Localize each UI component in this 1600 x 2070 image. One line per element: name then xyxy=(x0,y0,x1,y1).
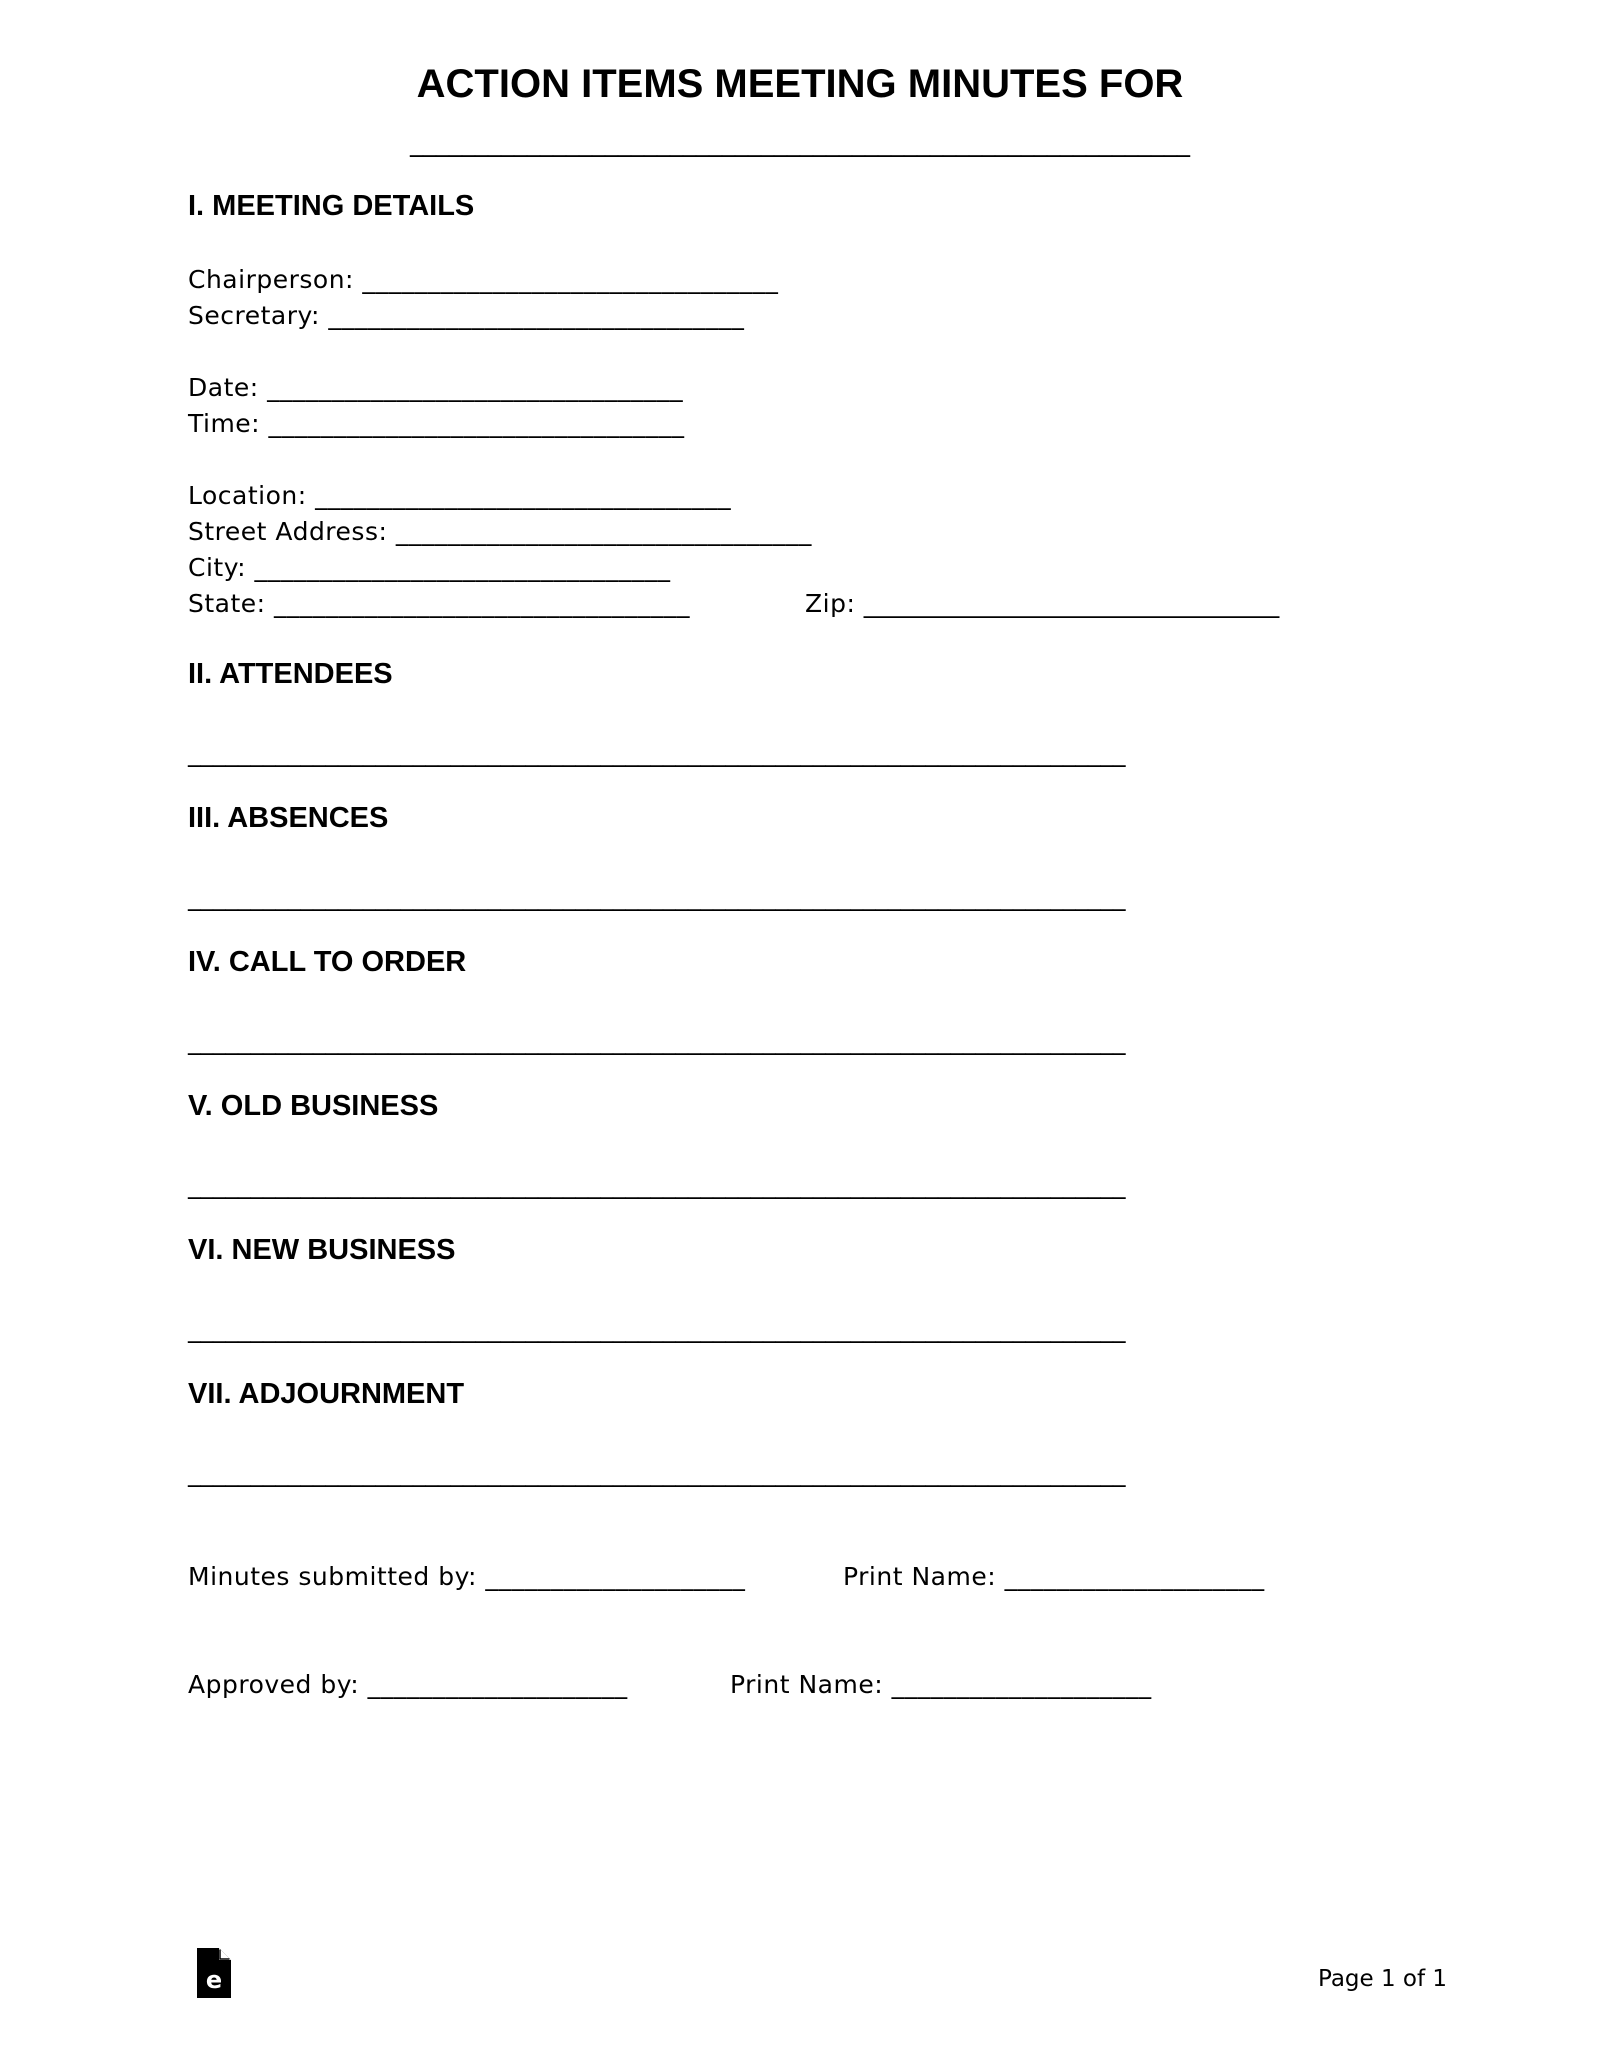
absences-blank-line: ___________________________________________________________________________ xyxy=(188,882,1126,911)
heading-adjournment: VII. ADJOURNMENT xyxy=(188,1378,465,1410)
zip-field: Zip: ________________________________ xyxy=(805,589,1280,618)
approved-by-field: Approved by: ____________________ xyxy=(188,1670,628,1699)
heading-call-to-order: IV. CALL TO ORDER xyxy=(188,946,467,978)
old-business-blank-line: ___________________________________________________________________________ xyxy=(188,1170,1126,1199)
chairperson-field: Chairperson: ________________________________ xyxy=(188,265,779,294)
title-blank-line: ____________________________________________________________ xyxy=(410,128,1190,158)
location-field: Location: ________________________________ xyxy=(188,481,732,510)
secretary-field: Secretary: ________________________________ xyxy=(188,301,745,330)
attendees-blank-line: ___________________________________________________________________________ xyxy=(188,738,1126,767)
document-title: ACTION ITEMS MEETING MINUTES FOR xyxy=(416,62,1184,106)
date-field: Date: ________________________________ xyxy=(188,373,684,402)
heading-absences: III. ABSENCES xyxy=(188,802,389,834)
new-business-blank-line: ___________________________________________________________________________ xyxy=(188,1314,1126,1343)
approved-print-name-field: Print Name: ____________________ xyxy=(730,1670,1152,1699)
state-field: State: ________________________________ xyxy=(188,589,691,618)
page-number: Page 1 of 1 xyxy=(1318,1966,1448,1992)
city-field: City: ________________________________ xyxy=(188,553,671,582)
heading-attendees: II. ATTENDEES xyxy=(188,658,393,690)
heading-old-business: V. OLD BUSINESS xyxy=(188,1090,439,1122)
time-field: Time: ________________________________ xyxy=(188,409,685,438)
heading-meeting-details: I. MEETING DETAILS xyxy=(188,190,475,222)
submitted-print-name-field: Print Name: ____________________ xyxy=(843,1562,1265,1591)
heading-new-business: VI. NEW BUSINESS xyxy=(188,1234,456,1266)
svg-text:e: e xyxy=(205,1966,223,1994)
eforms-logo-icon xyxy=(197,1948,231,1998)
adjournment-blank-line: ___________________________________________________________________________ xyxy=(188,1458,1126,1487)
call-to-order-blank-line: ___________________________________________________________________________ xyxy=(188,1026,1126,1055)
minutes-submitted-by-field: Minutes submitted by: ____________________ xyxy=(188,1562,746,1591)
street-address-field: Street Address: ________________________________ xyxy=(188,517,812,546)
